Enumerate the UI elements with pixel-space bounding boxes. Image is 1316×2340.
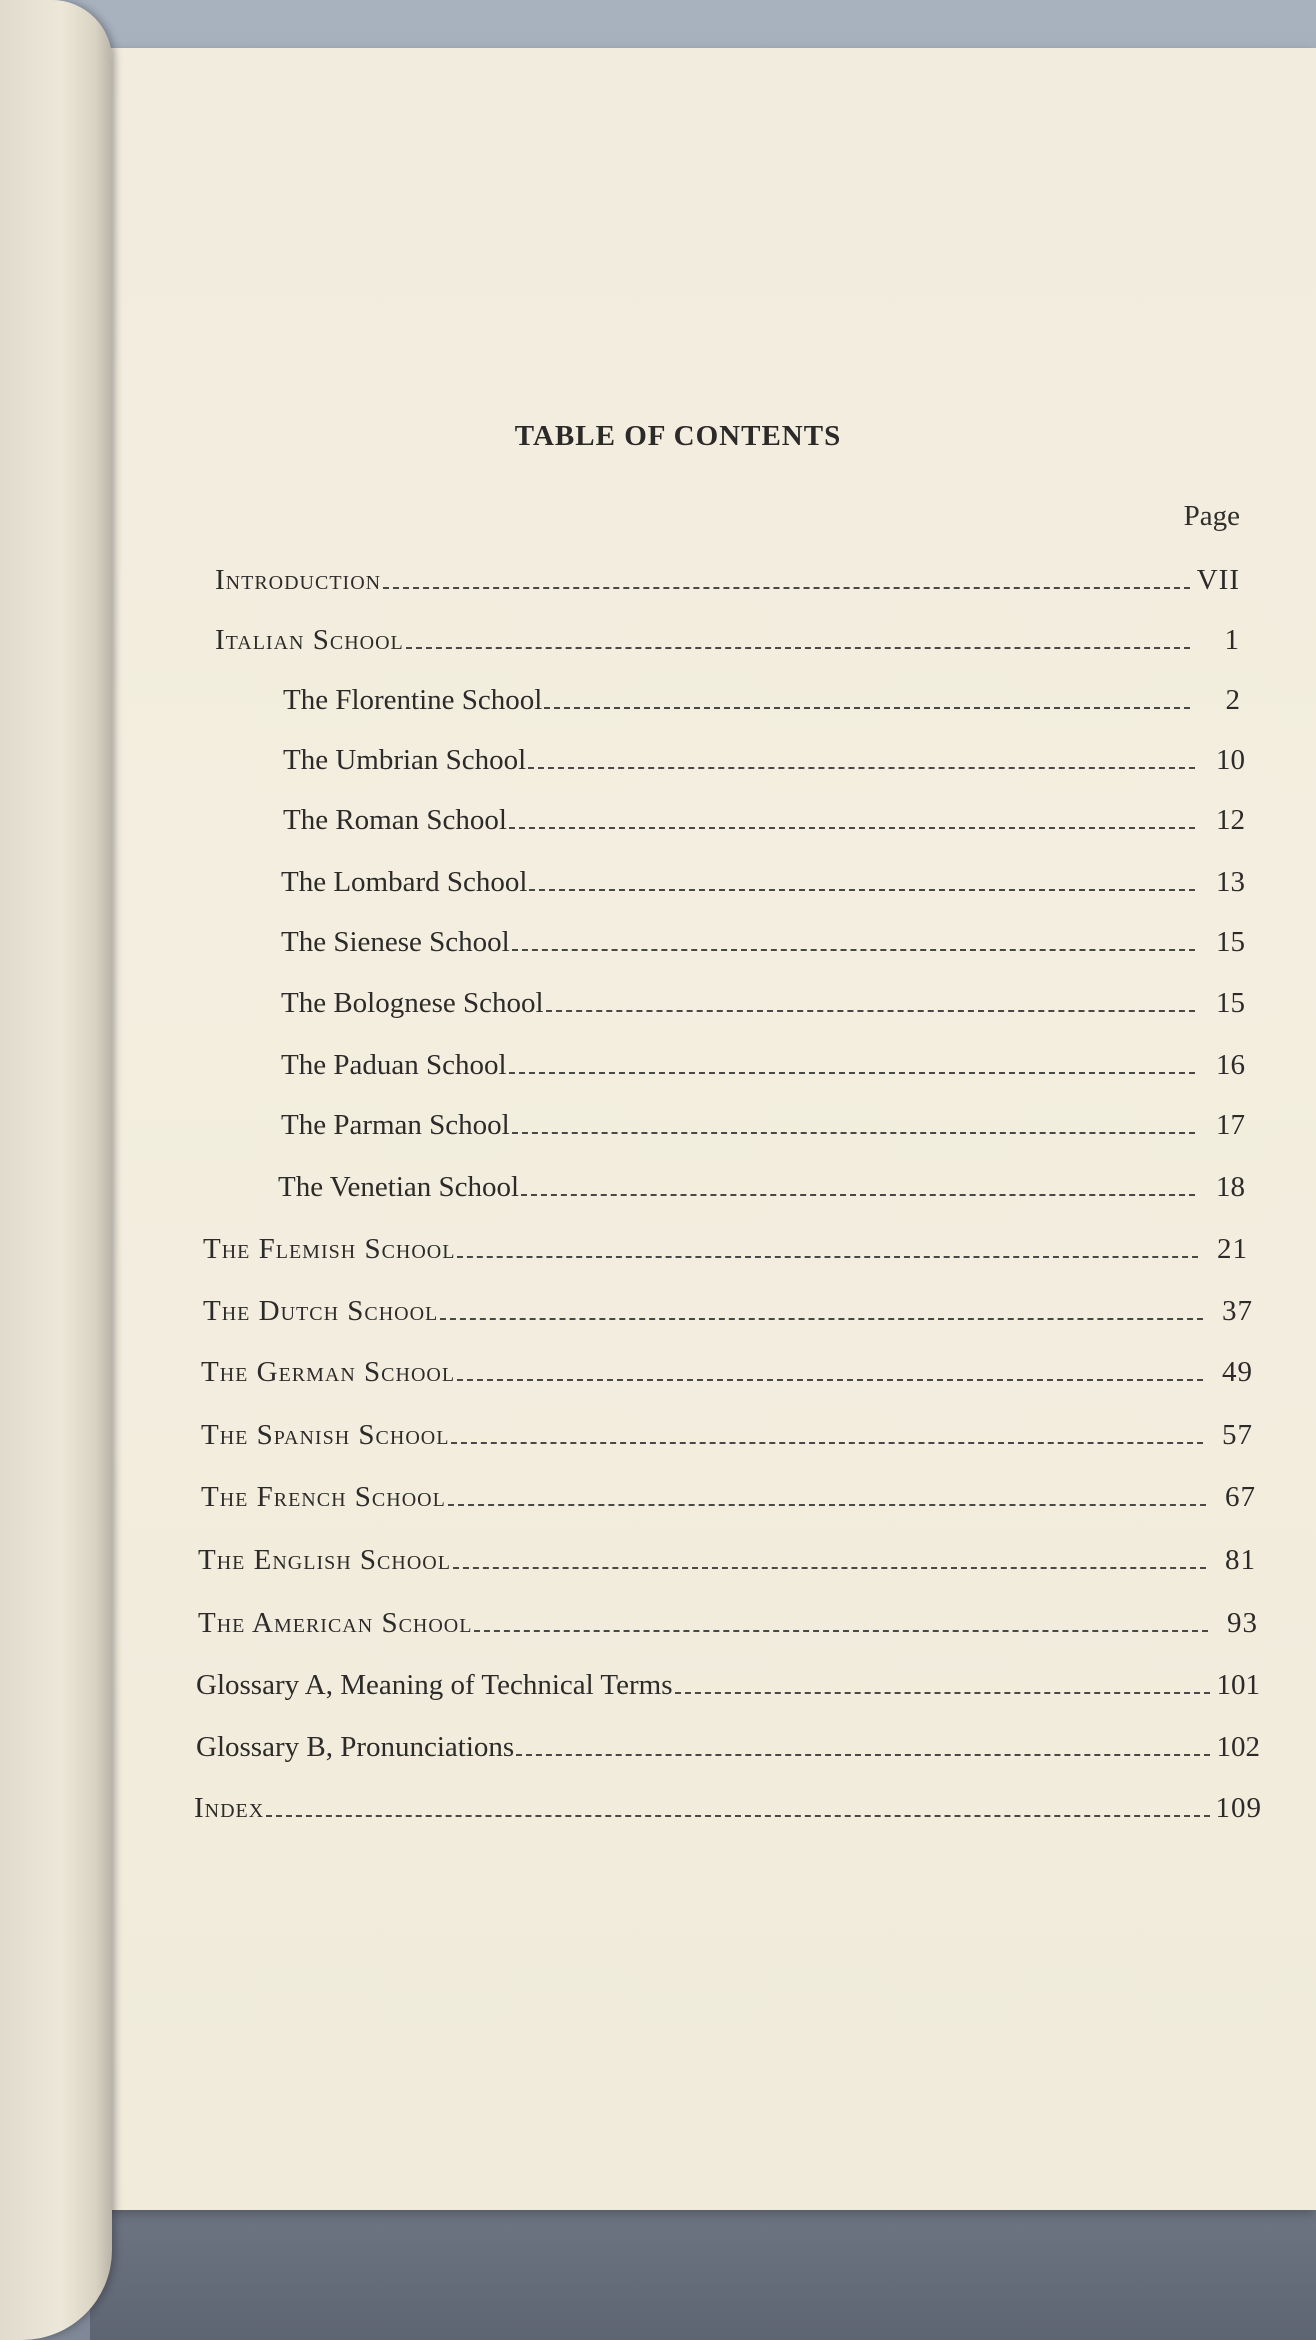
toc-entry-label: The Dutch School	[203, 1295, 439, 1327]
toc-entry-lombard-school	[281, 862, 1245, 902]
toc-entry-paduan-school	[281, 1045, 1245, 1085]
dot-leader	[406, 647, 1190, 649]
toc-entry-umbrian-school	[283, 740, 1245, 780]
toc-entry-label: Glossary B, Pronunciations	[196, 1731, 515, 1763]
dot-leader	[266, 1815, 1209, 1817]
toc-entry-page: 93	[1227, 1607, 1258, 1639]
toc-entry-label: Glossary A, Meaning of Technical Terms	[196, 1669, 673, 1701]
toc-entry-page: 13	[1216, 866, 1245, 898]
toc-entry-glossary-b	[196, 1727, 1260, 1767]
facing-page-edge	[0, 0, 112, 2340]
dot-leader	[509, 827, 1195, 829]
toc-entry-label: The Parman School	[281, 1109, 510, 1141]
toc-entry-american-school	[198, 1603, 1258, 1643]
toc-entry-label: The Lombard School	[281, 866, 528, 898]
toc-entry-introduction	[215, 560, 1240, 600]
toc-entry-page: 102	[1216, 1731, 1260, 1763]
toc-entry-german-school	[201, 1352, 1253, 1392]
toc-entry-label: Index	[194, 1792, 265, 1824]
toc-entry-english-school	[198, 1540, 1256, 1580]
toc-entry-page: 1	[1224, 624, 1240, 656]
toc-entry-page: 49	[1222, 1356, 1253, 1388]
toc-entry-flemish-school	[203, 1229, 1248, 1269]
toc-entry-label: The Spanish School	[201, 1419, 450, 1451]
toc-entry-parman-school	[281, 1105, 1245, 1145]
toc-entry-page: VII	[1196, 564, 1240, 596]
toc-entry-sienese-school	[281, 922, 1245, 962]
toc-entry-page: 2	[1225, 684, 1240, 716]
toc-entry-page: 17	[1216, 1109, 1245, 1141]
dot-leader	[512, 949, 1195, 951]
toc-entry-page: 67	[1225, 1481, 1256, 1513]
dot-leader	[474, 1630, 1208, 1632]
dot-leader	[451, 1442, 1203, 1444]
toc-entry-page: 15	[1216, 926, 1245, 958]
dot-leader	[448, 1504, 1206, 1506]
toc-entry-italian-school	[215, 620, 1240, 660]
dot-leader	[529, 889, 1195, 891]
dot-leader	[546, 1010, 1195, 1012]
toc-entry-index	[194, 1788, 1262, 1828]
toc-entry-label: The Flemish School	[203, 1233, 456, 1265]
toc-entry-label: The American School	[198, 1607, 473, 1639]
toc-entry-roman-school	[283, 800, 1245, 840]
dot-leader	[521, 1194, 1195, 1196]
dot-leader	[453, 1567, 1206, 1569]
toc-entry-page: 10	[1216, 744, 1245, 776]
dot-leader	[516, 1754, 1210, 1756]
toc-entry-label: The Venetian School	[278, 1171, 520, 1203]
dot-leader	[440, 1318, 1203, 1320]
toc-entry-page: 21	[1217, 1233, 1248, 1265]
toc-entry-label: Italian School	[215, 624, 404, 656]
toc-entry-florentine-school	[283, 680, 1240, 720]
toc-entry-page: 12	[1216, 804, 1245, 836]
toc-entry-page: 37	[1222, 1295, 1253, 1327]
toc-entry-glossary-a	[196, 1665, 1260, 1705]
toc-entry-page: 57	[1222, 1419, 1253, 1451]
toc-entry-label: The Florentine School	[283, 684, 543, 716]
dot-leader	[457, 1379, 1203, 1381]
toc-entry-page: 109	[1215, 1792, 1262, 1824]
toc-entry-label: The French School	[201, 1481, 446, 1513]
dot-leader	[528, 767, 1195, 769]
dot-leader	[544, 707, 1190, 709]
dot-leader	[383, 587, 1190, 589]
toc-entry-label: The Roman School	[283, 804, 507, 836]
toc-entry-page: 18	[1216, 1171, 1245, 1203]
toc-entry-label: Introduction	[215, 564, 382, 596]
toc-entry-label: The German School	[201, 1356, 456, 1388]
lower-surface	[90, 2190, 1316, 2340]
toc-entry-bolognese-school	[281, 983, 1245, 1023]
page-column-heading: Page	[1183, 500, 1240, 532]
dot-leader	[675, 1692, 1211, 1694]
toc-entry-label: The Paduan School	[281, 1049, 507, 1081]
toc-entry-page: 101	[1216, 1669, 1260, 1701]
toc-entry-page: 15	[1216, 987, 1245, 1019]
toc-entry-page: 16	[1216, 1049, 1245, 1081]
toc-entry-label: The Sienese School	[281, 926, 510, 958]
dot-leader	[512, 1132, 1195, 1134]
toc-entry-french-school	[201, 1477, 1256, 1517]
dot-leader	[509, 1072, 1195, 1074]
toc-entry-dutch-school	[203, 1291, 1253, 1331]
toc-entry-label: The Umbrian School	[283, 744, 527, 776]
toc-entry-spanish-school	[201, 1415, 1253, 1455]
toc-entry-venetian-school	[278, 1167, 1245, 1207]
toc-entry-label: The English School	[198, 1544, 451, 1576]
page-title: TABLE OF CONTENTS	[514, 420, 842, 452]
toc-entry-label: The Bolognese School	[281, 987, 544, 1019]
toc-entry-page: 81	[1225, 1544, 1256, 1576]
dot-leader	[457, 1256, 1198, 1258]
